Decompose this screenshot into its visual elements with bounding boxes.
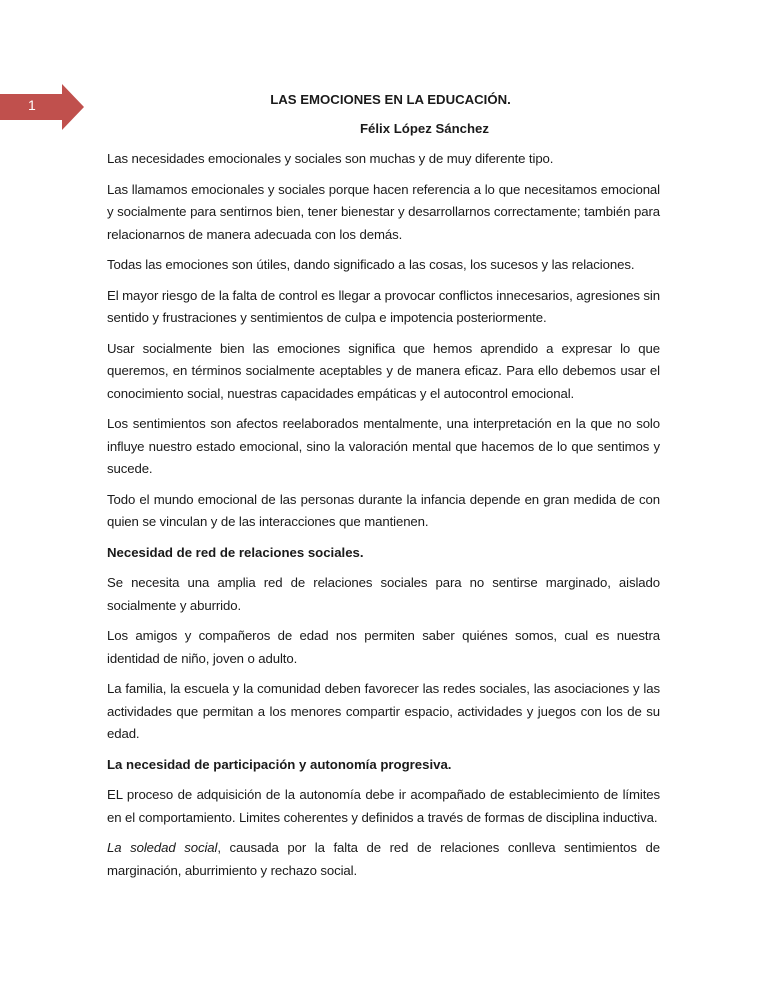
paragraph: Se necesita una amplia red de relaciones sociales para no sentirse marginado, aislado socialmente y aburrido. bbox=[107, 575, 660, 613]
document-title: LAS EMOCIONES EN LA EDUCACIÓN. bbox=[270, 92, 511, 107]
paragraph: Usar socialmente bien las emociones significa que hemos aprendido a expresar lo que queremos, en términos socialmente aceptables y de manera eficaz. Para ello debemos usar el conocimiento social, nuestras capacidades empáticas y el autocontrol emocional. bbox=[107, 340, 660, 401]
document-body bbox=[107, 92, 660, 890]
paragraph bbox=[107, 837, 660, 882]
paragraph: Las necesidades emocionales y sociales son muchas y de muy diferente tipo. bbox=[107, 151, 554, 166]
section-heading: La necesidad de participación y autonomía progresiva. bbox=[107, 756, 452, 772]
paragraph: El mayor riesgo de la falta de control es llegar a provocar conflictos innecesarios, agresiones sin sentido y frustraciones y sentimientos de culpa e impotencia posteriormente. bbox=[107, 287, 660, 325]
paragraph: Todas las emociones son útiles, dando significado a las cosas, los sucesos y las relaciones. bbox=[107, 257, 635, 272]
paragraph: Los sentimientos son afectos reelaborados mentalmente, una interpretación en la que no solo influye nuestro estado emocional, sino la valoración mental que hacemos de lo que sentimos y sucede. bbox=[107, 416, 660, 476]
page-marker-arrow-icon bbox=[0, 84, 84, 130]
page-number: 1 bbox=[28, 97, 36, 113]
paragraph: Todo el mundo emocional de las personas durante la infancia depende en gran medida de con quien se vinculan y de las interacciones que mantienen. bbox=[107, 491, 660, 529]
italic-term: La soledad social bbox=[107, 840, 218, 855]
section-heading: Necesidad de red de relaciones sociales. bbox=[107, 544, 364, 560]
document-author: Félix López Sánchez bbox=[360, 121, 489, 136]
paragraph-text: , causada por la falta de red de relaciones conlleva sentimientos de marginación, aburrimiento y rechazo social. bbox=[107, 840, 660, 878]
paragraph: Las llamamos emocionales y sociales porque hacen referencia a lo que necesitamos emocional y socialmente para sentirnos bien, tener bienestar y desarrollarnos correctamente; también para relacionarnos de manera adecuada con los demás. bbox=[107, 181, 660, 242]
paragraph: Los amigos y compañeros de edad nos permiten saber quiénes somos, cual es nuestra identidad de niño, joven o adulto. bbox=[107, 628, 660, 666]
paragraph: EL proceso de adquisición de la autonomía debe ir acompañado de establecimiento de límites en el comportamiento. Limites coherentes y definidos a través de formas de disciplina inductiva. bbox=[107, 787, 660, 825]
paragraph: La familia, la escuela y la comunidad deben favorecer las redes sociales, las asociaciones y las actividades que permitan a los menores compartir espacio, actividades y juegos con los de su edad. bbox=[107, 681, 660, 741]
